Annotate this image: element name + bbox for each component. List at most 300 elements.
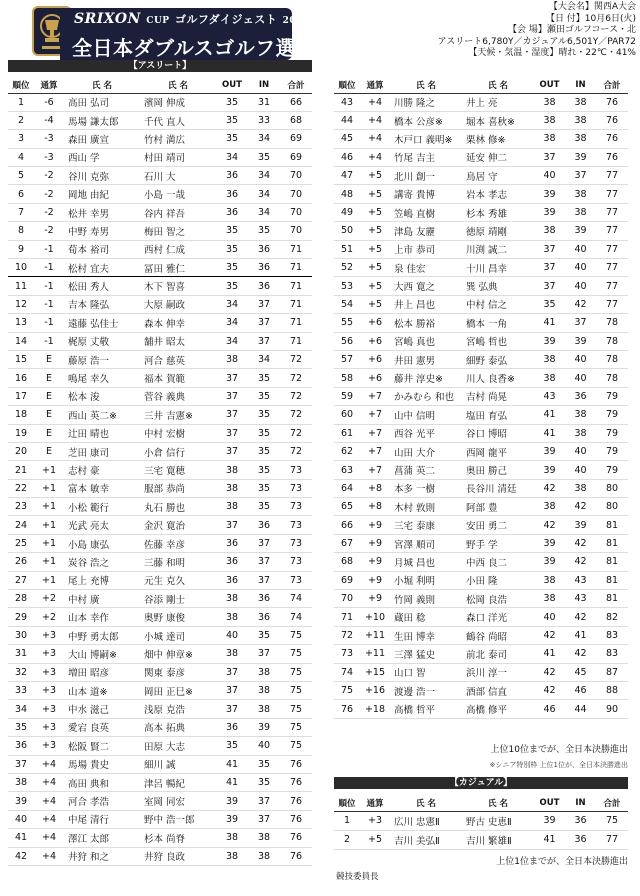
cell-score: +3 bbox=[34, 663, 64, 681]
cell-rank: 18 bbox=[8, 406, 34, 424]
cell-score: -1 bbox=[34, 259, 64, 277]
table-row bbox=[334, 498, 628, 516]
title-banner bbox=[60, 8, 338, 60]
cell-out: 35 bbox=[216, 277, 248, 295]
cell-out: 39 bbox=[534, 534, 565, 552]
cell-player2: 元生 克久 bbox=[140, 571, 216, 589]
cell-total: 70 bbox=[280, 167, 312, 185]
cell-in: 35 bbox=[248, 148, 280, 166]
cell-in: 35 bbox=[248, 773, 280, 791]
committee-signature: 競技委員長 bbox=[336, 872, 379, 882]
cell-player2: 服部 恭尚 bbox=[140, 479, 216, 497]
cell-in: 38 bbox=[565, 111, 596, 129]
cell-player1: 菖蒲 英二 bbox=[390, 461, 462, 479]
table-row bbox=[8, 516, 312, 534]
cell-score: -2 bbox=[34, 167, 64, 185]
cell-out: 35 bbox=[534, 295, 565, 313]
cell-score: +4 bbox=[34, 810, 64, 828]
cell-out: 38 bbox=[534, 369, 565, 387]
table-row bbox=[334, 830, 628, 849]
cell-rank: 71 bbox=[334, 608, 360, 626]
table-row bbox=[8, 406, 312, 424]
cell-in: 37 bbox=[248, 314, 280, 332]
cell-out: 36 bbox=[216, 185, 248, 203]
cell-player2: 梅田 智之 bbox=[140, 222, 216, 240]
cell-out: 39 bbox=[534, 553, 565, 571]
cell-score: +4 bbox=[360, 111, 390, 129]
cell-out: 36 bbox=[216, 571, 248, 589]
cell-in: 36 bbox=[248, 240, 280, 258]
cell-score: +5 bbox=[360, 167, 390, 185]
cell-score: +11 bbox=[360, 626, 390, 644]
cell-in: 35 bbox=[248, 442, 280, 460]
cell-total: 78 bbox=[596, 314, 628, 332]
table-row bbox=[334, 424, 628, 442]
cell-in: 34 bbox=[248, 185, 280, 203]
cell-total: 71 bbox=[280, 314, 312, 332]
cell-score: +1 bbox=[34, 461, 64, 479]
cell-rank: 42 bbox=[8, 847, 34, 865]
cell-player2: 浅原 克浩 bbox=[140, 700, 216, 718]
cell-player1: 竹尾 吉主 bbox=[390, 148, 462, 166]
col-name2: 氏 名 bbox=[462, 795, 534, 811]
cell-score: +5 bbox=[360, 222, 390, 240]
cell-player1: 三澤 猛史 bbox=[390, 645, 462, 663]
cell-player1: 三宅 泰康 bbox=[390, 516, 462, 534]
cell-total: 76 bbox=[280, 792, 312, 810]
table-row bbox=[334, 148, 628, 166]
cell-in: 36 bbox=[248, 608, 280, 626]
cell-rank: 25 bbox=[8, 534, 34, 552]
cell-rank: 45 bbox=[334, 130, 360, 148]
table-row bbox=[334, 534, 628, 552]
cell-score: +7 bbox=[360, 424, 390, 442]
cell-rank: 20 bbox=[8, 442, 34, 460]
athlete-qualify-note: 上位10位までが、全日本決勝進出 bbox=[490, 745, 628, 755]
cell-player1: 松田 秀人 bbox=[64, 277, 140, 295]
info-yardage: アスリート6,780Y／カジュアル6,501Y／PAR72 bbox=[437, 36, 636, 47]
cell-player1: 小島 康弘 bbox=[64, 534, 140, 552]
table-row bbox=[8, 148, 312, 166]
cell-out: 37 bbox=[216, 663, 248, 681]
cell-in: 36 bbox=[565, 811, 596, 830]
cell-rank: 24 bbox=[8, 516, 34, 534]
cell-in: 39 bbox=[565, 148, 596, 166]
col-rank: 順位 bbox=[334, 795, 360, 811]
table-row bbox=[334, 277, 628, 295]
cell-out: 42 bbox=[534, 682, 565, 700]
cell-score: +9 bbox=[360, 516, 390, 534]
cell-in: 37 bbox=[248, 553, 280, 571]
cell-total: 75 bbox=[280, 645, 312, 663]
cell-score: +5 bbox=[360, 830, 390, 849]
cell-score: +3 bbox=[360, 811, 390, 830]
cell-rank: 17 bbox=[8, 387, 34, 405]
cell-total: 74 bbox=[280, 590, 312, 608]
cell-in: 36 bbox=[248, 277, 280, 295]
cell-player2: 栗林 修※ bbox=[462, 130, 534, 148]
table-row bbox=[8, 773, 312, 791]
cell-score: +6 bbox=[360, 314, 390, 332]
cell-score: E bbox=[34, 369, 64, 387]
cell-player2: 吉川 繁雄Ⅱ bbox=[462, 830, 534, 849]
athlete-section-header: 【アスリート】 bbox=[8, 60, 312, 72]
cell-rank: 28 bbox=[8, 590, 34, 608]
cell-total: 73 bbox=[280, 498, 312, 516]
cell-score: +11 bbox=[360, 645, 390, 663]
cell-out: 36 bbox=[216, 718, 248, 736]
table-row bbox=[334, 93, 628, 111]
cell-player1: 木村 敦則 bbox=[390, 498, 462, 516]
cell-player2: 千代 直人 bbox=[140, 111, 216, 129]
table-row bbox=[8, 93, 312, 111]
table-row bbox=[334, 626, 628, 644]
cell-player2: 丸石 勝也 bbox=[140, 498, 216, 516]
cell-total: 81 bbox=[596, 516, 628, 534]
cell-player2: 松岡 良浩 bbox=[462, 590, 534, 608]
cell-player2: 鶴谷 尚昭 bbox=[462, 626, 534, 644]
cell-score: +7 bbox=[360, 387, 390, 405]
cell-player1: 生田 博幸 bbox=[390, 626, 462, 644]
cell-player1: 松阪 賢二 bbox=[64, 737, 140, 755]
cell-player2: 福本 賀範 bbox=[140, 369, 216, 387]
cell-score: -1 bbox=[34, 295, 64, 313]
table-row bbox=[334, 185, 628, 203]
cell-rank: 2 bbox=[8, 111, 34, 129]
table-row bbox=[334, 663, 628, 681]
table-row bbox=[8, 498, 312, 516]
cell-total: 75 bbox=[280, 663, 312, 681]
cell-rank: 60 bbox=[334, 406, 360, 424]
cell-player2: 室岡 同宏 bbox=[140, 792, 216, 810]
cell-out: 42 bbox=[534, 516, 565, 534]
cell-rank: 15 bbox=[8, 350, 34, 368]
cell-out: 41 bbox=[534, 314, 565, 332]
cell-score: +1 bbox=[34, 516, 64, 534]
cell-out: 42 bbox=[534, 663, 565, 681]
table-row bbox=[8, 479, 312, 497]
cell-score: -4 bbox=[34, 111, 64, 129]
cell-rank: 38 bbox=[8, 773, 34, 791]
cell-total: 74 bbox=[280, 608, 312, 626]
col-name1: 氏 名 bbox=[390, 795, 462, 811]
cell-score: +2 bbox=[34, 590, 64, 608]
table-row bbox=[334, 811, 628, 830]
cell-total: 76 bbox=[280, 755, 312, 773]
cell-player1: 遠藤 弘佳士 bbox=[64, 314, 140, 332]
cell-player2: 濱岡 伸成 bbox=[140, 93, 216, 111]
table-row bbox=[334, 479, 628, 497]
cell-total: 76 bbox=[596, 148, 628, 166]
brand-year: 2020 bbox=[282, 16, 310, 26]
cell-score: E bbox=[34, 406, 64, 424]
cell-player2: 森本 伸幸 bbox=[140, 314, 216, 332]
cell-player1: 河合 孝浩 bbox=[64, 792, 140, 810]
cell-player1: 愛宕 良英 bbox=[64, 718, 140, 736]
cell-score: +5 bbox=[360, 240, 390, 258]
cell-in: 35 bbox=[248, 424, 280, 442]
cell-score: +4 bbox=[34, 792, 64, 810]
cell-out: 40 bbox=[534, 608, 565, 626]
cell-player2: 岡田 正巳※ bbox=[140, 682, 216, 700]
cell-player2: 関東 泰彦 bbox=[140, 663, 216, 681]
cell-score: +1 bbox=[34, 534, 64, 552]
athlete-table-left bbox=[8, 77, 312, 866]
cell-in: 41 bbox=[565, 626, 596, 644]
cell-in: 42 bbox=[565, 608, 596, 626]
cell-rank: 12 bbox=[8, 295, 34, 313]
cell-total: 70 bbox=[280, 185, 312, 203]
cell-in: 35 bbox=[248, 369, 280, 387]
cell-in: 36 bbox=[248, 259, 280, 277]
cell-total: 73 bbox=[280, 479, 312, 497]
cell-player2: 舗井 昭太 bbox=[140, 332, 216, 350]
cell-player1: 山中 信明 bbox=[390, 406, 462, 424]
cell-player2: 橋本 一角 bbox=[462, 314, 534, 332]
cell-player1: 西山 学 bbox=[64, 148, 140, 166]
col-in: IN bbox=[565, 795, 596, 811]
cell-score: +4 bbox=[34, 847, 64, 865]
cell-player2: 三藤 和明 bbox=[140, 553, 216, 571]
cell-score: +1 bbox=[34, 479, 64, 497]
cell-out: 37 bbox=[216, 442, 248, 460]
cell-score: +9 bbox=[360, 534, 390, 552]
cell-rank: 30 bbox=[8, 626, 34, 644]
cell-player2: 大原 嗣政 bbox=[140, 295, 216, 313]
cell-player1: 鳴尾 幸久 bbox=[64, 369, 140, 387]
cell-score: +7 bbox=[360, 442, 390, 460]
table-row bbox=[8, 829, 312, 847]
cell-score: +7 bbox=[360, 406, 390, 424]
cell-player1: 山本 道※ bbox=[64, 682, 140, 700]
cell-total: 75 bbox=[280, 682, 312, 700]
table-row bbox=[8, 277, 312, 295]
cell-in: 39 bbox=[565, 332, 596, 350]
cell-score: +9 bbox=[360, 590, 390, 608]
table-row bbox=[8, 534, 312, 552]
cell-in: 40 bbox=[565, 259, 596, 277]
cell-in: 38 bbox=[565, 130, 596, 148]
cell-in: 42 bbox=[565, 534, 596, 552]
cell-player2: 森口 洋光 bbox=[462, 608, 534, 626]
cell-in: 38 bbox=[565, 93, 596, 111]
cell-player1: 中尾 清行 bbox=[64, 810, 140, 828]
table-row bbox=[334, 682, 628, 700]
cell-player2: 川人 良香※ bbox=[462, 369, 534, 387]
cell-in: 37 bbox=[248, 571, 280, 589]
col-rank: 順位 bbox=[8, 77, 34, 93]
cell-out: 38 bbox=[216, 645, 248, 663]
cell-total: 76 bbox=[596, 111, 628, 129]
cell-in: 42 bbox=[565, 295, 596, 313]
cell-out: 41 bbox=[216, 755, 248, 773]
cell-out: 34 bbox=[216, 332, 248, 350]
cell-rank: 23 bbox=[8, 498, 34, 516]
cell-total: 72 bbox=[280, 442, 312, 460]
cell-score: +8 bbox=[360, 479, 390, 497]
cell-in: 38 bbox=[248, 847, 280, 865]
cell-player1: 辻田 晴也 bbox=[64, 424, 140, 442]
cell-player2: 津呂 暢紀 bbox=[140, 773, 216, 791]
cell-player2: 中村 宏樹 bbox=[140, 424, 216, 442]
cell-player1: 井狩 和之 bbox=[64, 847, 140, 865]
cell-player2: 岩本 孝志 bbox=[462, 185, 534, 203]
cell-out: 37 bbox=[216, 424, 248, 442]
cell-player1: 北川 創一 bbox=[390, 167, 462, 185]
cell-player2: 井狩 良政 bbox=[140, 847, 216, 865]
cell-score: +4 bbox=[360, 148, 390, 166]
cell-total: 77 bbox=[596, 185, 628, 203]
cell-rank: 49 bbox=[334, 203, 360, 221]
cell-player2: 河合 慈英 bbox=[140, 350, 216, 368]
cell-player2: 細野 泰弘 bbox=[462, 350, 534, 368]
table-row bbox=[334, 240, 628, 258]
cell-out: 43 bbox=[534, 387, 565, 405]
cell-player2: 阿部 豊 bbox=[462, 498, 534, 516]
cell-out: 38 bbox=[534, 111, 565, 129]
cell-out: 36 bbox=[216, 553, 248, 571]
cell-total: 81 bbox=[596, 590, 628, 608]
cell-total: 71 bbox=[280, 332, 312, 350]
cell-player2: 西岡 龍平 bbox=[462, 442, 534, 460]
col-name1: 氏 名 bbox=[64, 77, 140, 93]
cell-total: 77 bbox=[596, 167, 628, 185]
cell-player1: 富本 敏幸 bbox=[64, 479, 140, 497]
page-title: 全日本ダブルスゴルフ選手権 bbox=[72, 36, 338, 60]
cell-total: 72 bbox=[280, 369, 312, 387]
cell-player1: 岡地 由紀 bbox=[64, 185, 140, 203]
cell-total: 73 bbox=[280, 571, 312, 589]
cell-player1: 竹岡 義則 bbox=[390, 590, 462, 608]
cell-in: 37 bbox=[248, 645, 280, 663]
cell-rank: 14 bbox=[8, 332, 34, 350]
table-row bbox=[8, 682, 312, 700]
cell-player1: 松井 幸男 bbox=[64, 203, 140, 221]
table-row bbox=[8, 700, 312, 718]
cell-player2: 金沢 寛治 bbox=[140, 516, 216, 534]
cell-player1: 宮澤 順司 bbox=[390, 534, 462, 552]
col-score: 通算 bbox=[360, 77, 390, 93]
cell-player2: 石川 大 bbox=[140, 167, 216, 185]
cell-player1: 山口 智 bbox=[390, 663, 462, 681]
cell-out: 39 bbox=[216, 792, 248, 810]
cell-total: 75 bbox=[280, 737, 312, 755]
cell-player1: 小松 範行 bbox=[64, 498, 140, 516]
cell-score: +5 bbox=[360, 185, 390, 203]
cell-in: 46 bbox=[565, 682, 596, 700]
cell-out: 34 bbox=[216, 295, 248, 313]
cell-player1: 橋本 公彦※ bbox=[390, 111, 462, 129]
cell-in: 38 bbox=[565, 479, 596, 497]
cell-total: 72 bbox=[280, 406, 312, 424]
cell-in: 40 bbox=[565, 240, 596, 258]
cell-out: 37 bbox=[216, 387, 248, 405]
cell-out: 36 bbox=[216, 534, 248, 552]
cell-player1: 増田 昭彦 bbox=[64, 663, 140, 681]
cell-out: 39 bbox=[534, 185, 565, 203]
cell-score: +4 bbox=[360, 93, 390, 111]
cell-total: 77 bbox=[596, 203, 628, 221]
cell-in: 40 bbox=[565, 461, 596, 479]
cell-rank: 2 bbox=[334, 830, 360, 849]
cell-score: +7 bbox=[360, 461, 390, 479]
table-row bbox=[334, 516, 628, 534]
table-row bbox=[8, 810, 312, 828]
cell-rank: 52 bbox=[334, 259, 360, 277]
cell-out: 38 bbox=[216, 461, 248, 479]
cell-player2: 木下 智喜 bbox=[140, 277, 216, 295]
table-row bbox=[334, 203, 628, 221]
cell-out: 37 bbox=[216, 406, 248, 424]
cell-in: 37 bbox=[248, 810, 280, 828]
cell-in: 40 bbox=[248, 737, 280, 755]
cell-player2: 小倉 信行 bbox=[140, 442, 216, 460]
cell-rank: 53 bbox=[334, 277, 360, 295]
cell-score: +9 bbox=[360, 553, 390, 571]
cell-rank: 70 bbox=[334, 590, 360, 608]
cell-player2: 杉本 尚脊 bbox=[140, 829, 216, 847]
table-header-row bbox=[334, 795, 628, 811]
cell-out: 37 bbox=[534, 259, 565, 277]
cell-player2: 徳原 靖剛 bbox=[462, 222, 534, 240]
col-score: 通算 bbox=[34, 77, 64, 93]
table-row bbox=[334, 387, 628, 405]
cell-out: 39 bbox=[534, 461, 565, 479]
table-row bbox=[334, 461, 628, 479]
cell-in: 38 bbox=[565, 185, 596, 203]
cell-total: 83 bbox=[596, 626, 628, 644]
cell-total: 77 bbox=[596, 259, 628, 277]
cell-total: 68 bbox=[280, 111, 312, 129]
cell-player2: 野手 学 bbox=[462, 534, 534, 552]
cell-score: E bbox=[34, 442, 64, 460]
cell-in: 38 bbox=[248, 700, 280, 718]
cell-out: 38 bbox=[534, 222, 565, 240]
cell-total: 79 bbox=[596, 387, 628, 405]
cell-total: 75 bbox=[280, 718, 312, 736]
cell-out: 35 bbox=[216, 111, 248, 129]
cell-player2: 村田 靖司 bbox=[140, 148, 216, 166]
cell-rank: 64 bbox=[334, 479, 360, 497]
cell-in: 34 bbox=[248, 203, 280, 221]
cell-in: 38 bbox=[565, 424, 596, 442]
cell-player1: 藤原 浩一 bbox=[64, 350, 140, 368]
table-row bbox=[334, 111, 628, 129]
cell-rank: 76 bbox=[334, 700, 360, 718]
cell-player1: 中村 廣 bbox=[64, 590, 140, 608]
table-row bbox=[334, 332, 628, 350]
cell-player2: 高本 拓典 bbox=[140, 718, 216, 736]
table-row bbox=[334, 295, 628, 313]
cell-total: 81 bbox=[596, 571, 628, 589]
cell-rank: 4 bbox=[8, 148, 34, 166]
table-row bbox=[334, 222, 628, 240]
table-row bbox=[8, 608, 312, 626]
cell-out: 42 bbox=[534, 479, 565, 497]
cell-player2: 塩田 育弘 bbox=[462, 406, 534, 424]
cell-player1: 中水 滋己 bbox=[64, 700, 140, 718]
cell-player2: 谷内 祥吾 bbox=[140, 203, 216, 221]
cell-total: 73 bbox=[280, 461, 312, 479]
cell-player2: 浜川 淳一 bbox=[462, 663, 534, 681]
cell-in: 37 bbox=[248, 534, 280, 552]
cell-rank: 57 bbox=[334, 350, 360, 368]
cell-total: 75 bbox=[596, 811, 628, 830]
cell-score: +3 bbox=[34, 718, 64, 736]
cell-rank: 41 bbox=[8, 829, 34, 847]
cell-score: +8 bbox=[360, 498, 390, 516]
casual-qualify-note: 上位1位までが、全日本決勝進出 bbox=[496, 857, 628, 867]
